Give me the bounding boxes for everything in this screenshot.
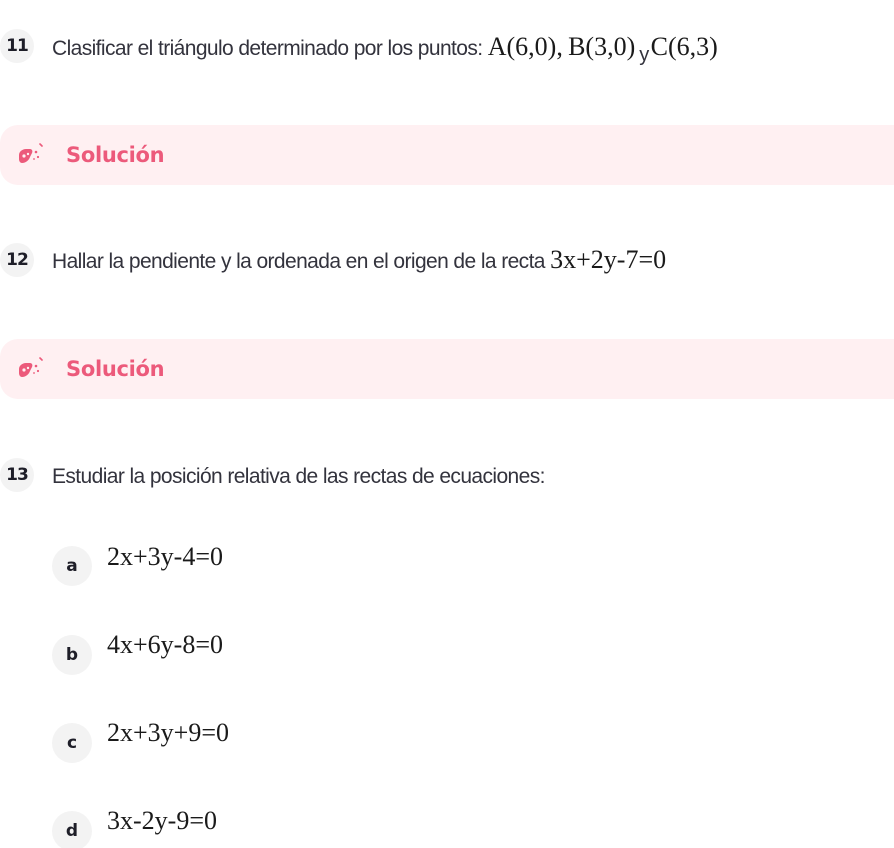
- sub-item-badge: [52, 811, 92, 848]
- question-statement: Clasificar el triángulo determinado por los puntos:: [52, 37, 483, 60]
- question-11-text: [52, 22, 718, 72]
- question-number-badge: [0, 243, 34, 277]
- question-number-badge: [0, 458, 34, 492]
- question-13-text: [52, 455, 545, 499]
- solution-toggle-11[interactable]: [0, 125, 894, 185]
- conjunction: y: [639, 44, 649, 66]
- sub-item-letter: a: [66, 556, 78, 576]
- sub-item-badge: [52, 635, 92, 675]
- question-12-text: [52, 235, 666, 285]
- sub-item-badge: [52, 723, 92, 763]
- point-c: C(6,3): [650, 32, 718, 61]
- solution-label[interactable]: Solución: [66, 143, 165, 167]
- point-b: B(3,0): [568, 32, 636, 61]
- question-number: 11: [6, 36, 28, 56]
- sub-item-equation: 3x-2y-9=0: [107, 806, 217, 835]
- question-statement: Hallar la pendiente y la ordenada en el origen de la recta: [52, 250, 545, 273]
- magic-wand-icon: [16, 357, 44, 383]
- magic-wand-icon: [16, 143, 44, 169]
- sub-item-equation: 4x+6y-8=0: [107, 630, 223, 659]
- point-a: A(6,0),: [487, 32, 563, 61]
- solution-label[interactable]: Solución: [66, 357, 165, 381]
- sub-item-letter: c: [66, 733, 78, 753]
- question-statement: Estudiar la posición relativa de las rectas de ecuaciones:: [52, 465, 545, 488]
- sub-item-letter: d: [65, 821, 79, 841]
- solution-toggle-12[interactable]: [0, 339, 894, 399]
- question-number: 12: [6, 250, 28, 270]
- sub-item-equation: 2x+3y-4=0: [107, 542, 223, 571]
- sub-item-badge: [52, 546, 92, 586]
- sub-item-letter: b: [65, 645, 79, 665]
- line-equation: 3x+2y-7=0: [550, 245, 667, 274]
- question-number: 13: [6, 465, 28, 485]
- question-number-badge: [0, 29, 34, 63]
- sub-item-equation: 2x+3y+9=0: [107, 718, 229, 747]
